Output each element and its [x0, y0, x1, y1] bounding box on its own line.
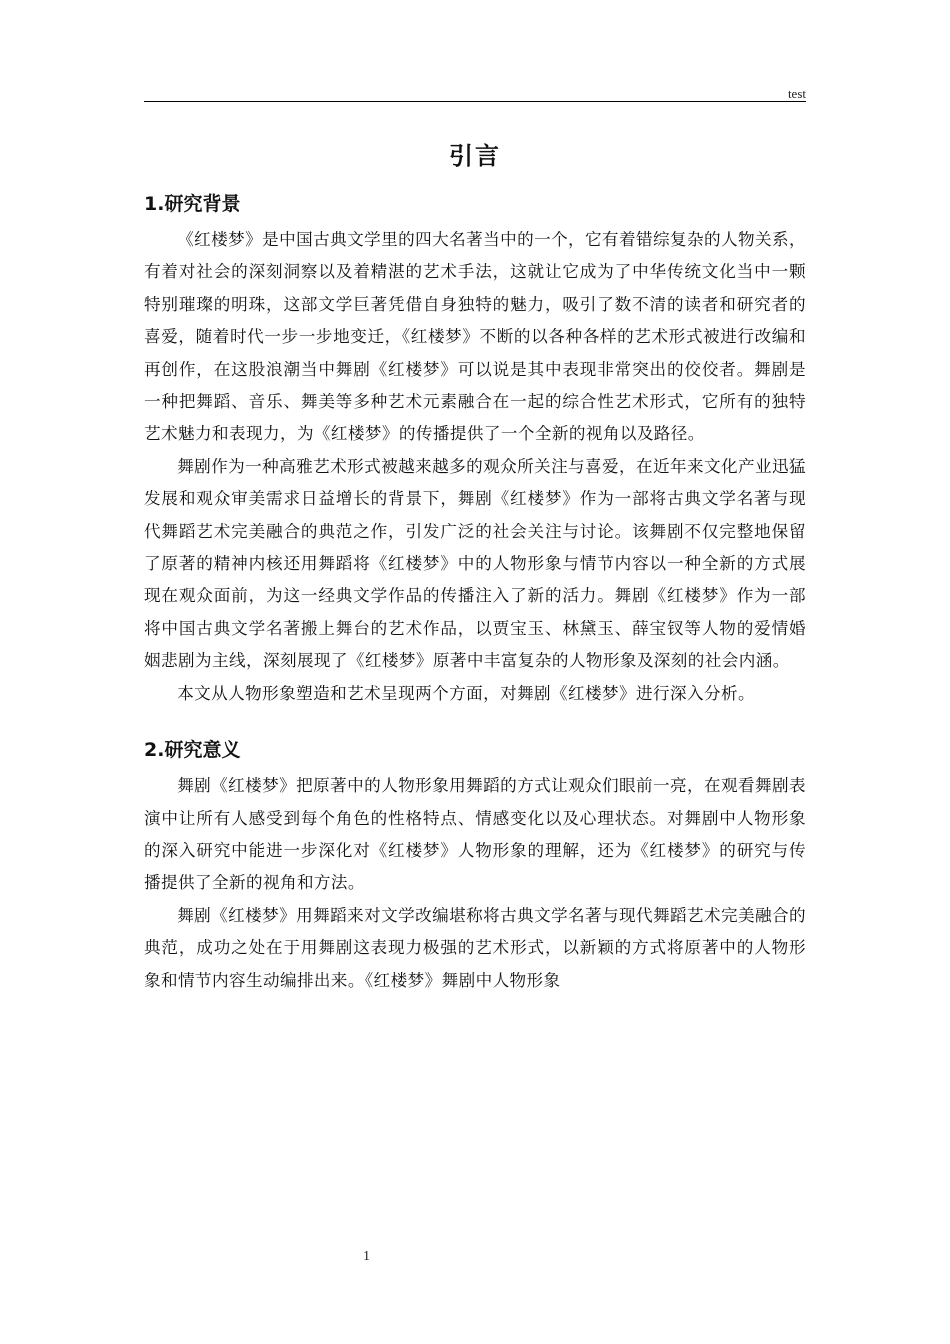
page-number: 1	[363, 1249, 370, 1264]
paragraph: 本文从人物形象塑造和艺术呈现两个方面，对舞剧《红楼梦》进行深入分析。	[177, 683, 755, 703]
page-title: 引言	[449, 142, 501, 170]
paragraph: 舞剧《红楼梦》把原著中的人物形象用舞蹈的方式让观众们眼前一亮，在观看舞剧表演中让所有人感受到每个角色的性格特点、情感变化以及心理状态。对舞剧中人物形象的深入研究中能进一步深化对《红楼梦》人物形象的理解，还为《红楼梦》的研究与传播提供了全新的视角和方法。	[144, 776, 806, 893]
page-content	[144, 134, 806, 997]
paragraph: 舞剧作为一种高雅艺术形式被越来越多的观众所关注与喜爱，在近年来文化产业迅猛发展和观众审美需求日益增长的背景下，舞剧《红楼梦》作为一部将古典文学名著与现代舞蹈艺术完美融合的典范之作，引发广泛的社会关注与讨论。该舞剧不仅完整地保留了原著的精神内核还用舞蹈将《红楼梦》中的人物形象与情节内容以一种全新的方式展现在观众面前，为这一经典文学作品的传播注入了新的活力。舞剧《红楼梦》作为一部将中国古典文学名著搬上舞台的艺术作品，以贾宝玉、林黛玉、薛宝钗等人物的爱情婚姻悲剧为主线，深刻展现了《红楼梦》原著中丰富复杂的人物形象及深刻的社会内涵。	[144, 456, 806, 671]
header-rule	[144, 101, 806, 102]
section-heading-significance: 2.研究意义	[144, 739, 241, 762]
section-heading-background: 1.研究背景	[144, 193, 241, 215]
paragraph: 舞剧《红楼梦》用舞蹈来对文学改编堪称将古典文学名著与现代舞蹈艺术完美融合的典范，成功之处在于用舞剧这表现力极强的艺术形式，以新颖的方式将原著中的人物形象和情节内容生动编排出来。《红楼梦》舞剧中人物形象	[144, 905, 806, 990]
paragraph: 《红楼梦》是中国古典文学里的四大名著当中的一个，它有着错综复杂的人物关系，有着对社会的深刻洞察以及着精湛的艺术手法，这就让它成为了中华传统文化当中一颗特别璀璨的明珠，这部文学巨著凭借自身独特的魅力，吸引了数不清的读者和研究者的喜爱，随着时代一步一步地变迁，《红楼梦》不断的以各种各样的艺术形式被进行改编和再创作，在这股浪潮当中舞剧《红楼梦》可以说是其中表现非常突出的佼佼者。舞剧是一种把舞蹈、音乐、舞美等多种艺术元素融合在一起的综合性艺术形式，它所有的独特艺术魅力和表现力，为《红楼梦》的传播提供了一个全新的视角以及路径。	[144, 230, 806, 444]
running-header: test	[787, 86, 806, 101]
